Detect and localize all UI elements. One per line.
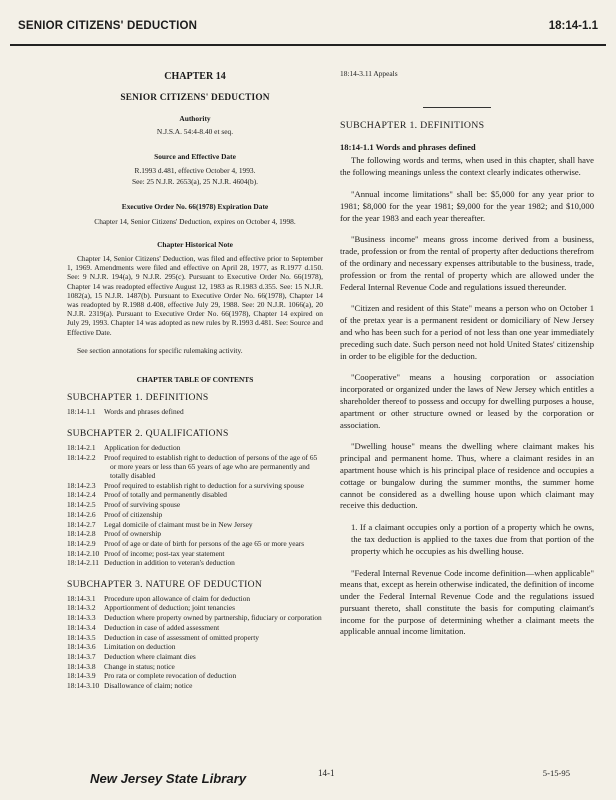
toc-entry-number: 18:14-3.7 <box>67 651 96 661</box>
source-line-1: R.1993 d.481, effective October 4, 1993. <box>134 166 256 176</box>
toc-entry-number: 18:14-2.3 <box>67 480 96 490</box>
toc-entry-number: 18:14-2.8 <box>67 529 96 539</box>
toc-list-subchapter-1 <box>67 407 323 416</box>
paragraph-dwelling-house: "Dwelling house" means the dwelling where claimant makes his principal and permanent home. Thus, where a claimant resides in an apartment house which is his principal place of residence and occupies a cottage or bungalow during the summer months, the summer home cannot be considered as a dwelling house upon which claimant may receive this deduction. <box>340 441 594 511</box>
toc-heading: CHAPTER TABLE OF CONTENTS <box>136 375 254 385</box>
toc-entry-title: Application for deduction <box>104 442 181 452</box>
toc-entry-number: 18:14-1.1 <box>67 407 96 417</box>
toc-entry-title: Proof of ownership <box>104 529 162 539</box>
toc-entry-title: Deduction in addition to veteran's deduction <box>104 558 235 568</box>
toc-entry-title: Proof required to establish right to deduction for a surviving spouse <box>104 480 304 490</box>
paragraph-dwelling-portion: 1. If a claimant occupies only a portion of a property which he owns, the tax deduction is applied to the taxes due from that portion of the property which he occupies as his dwelling house. <box>351 522 594 556</box>
toc-entry-title: Proof of income; post-tax year statement <box>104 548 225 558</box>
toc-entry-title: Pro rata or complete revocation of deduction <box>104 671 237 681</box>
toc-entry-number: 18:14-2.1 <box>67 442 96 452</box>
toc-appeals-entry: 18:14-3.11 Appeals <box>340 69 398 78</box>
toc-entry-number: 18:14-3.5 <box>67 632 96 642</box>
source-line-2: See: 25 N.J.R. 2653(a), 25 N.J.R. 4604(b). <box>131 177 259 187</box>
toc-entry-title: Proof of surviving spouse <box>104 500 181 510</box>
paragraph-citizen-resident: "Citizen and resident of this State" means a person who on October 1 of the pretax year is a permanent resident or domiciliary of New Jersey and who has been such for a period of not less than one year immediately preceding such date. Such person need not hold United States' citizenship in order to be eligible for the deduction. <box>340 303 594 361</box>
toc-entry-title: Change in status; notice <box>104 661 175 671</box>
divider <box>423 107 491 108</box>
toc-entry-number: 18:14-3.6 <box>67 642 96 652</box>
toc-entry-number: 18:14-3.8 <box>67 661 96 671</box>
right-column <box>340 68 594 638</box>
toc-entry-title: Deduction in case of assessment of omitted property <box>104 632 259 642</box>
executive-order-text: Chapter 14, Senior Citizens' Deduction, expires on October 4, 1998. <box>94 216 296 226</box>
toc-entry-title: Limitation on deduction <box>104 642 176 652</box>
paragraph-cooperative: "Cooperative" means a housing corporation or association incorporated or organized under the laws of New Jersey which entitles a shareholder thereof to possess and occupy for dwelling purposes a house, apartment or other structure owned or leased by the corporation or association. <box>340 372 594 430</box>
toc-list-subchapter-2 <box>67 443 323 568</box>
toc-entry-number: 18:14-2.11 <box>67 558 99 568</box>
toc-entry-number: 18:14-3.3 <box>67 613 96 623</box>
toc-entry-number: 18:14-3.2 <box>67 603 96 613</box>
source-heading: Source and Effective Date <box>154 151 236 161</box>
toc-entry-number: 18:14-3.9 <box>67 671 96 681</box>
toc-entry-title: Deduction where property owned by partnership, fiduciary or corporation <box>104 613 322 623</box>
toc-entry-title: Procedure upon allowance of claim for deduction <box>104 593 251 603</box>
authority-text: N.J.S.A. 54:4-8.40 et seq. <box>156 126 234 136</box>
toc-subchapter-2: SUBCHAPTER 2. QUALIFICATIONS <box>67 427 229 439</box>
toc-entry-number: 18:14-3.4 <box>67 622 96 632</box>
toc-entry-title: Apportionment of deduction; joint tenancies <box>104 603 235 613</box>
left-column <box>67 68 323 690</box>
toc-entry-title: Proof of citizenship <box>104 509 163 519</box>
toc-subchapter-3: SUBCHAPTER 3. NATURE OF DEDUCTION <box>67 578 263 590</box>
toc-entry-number: 18:14-2.4 <box>67 490 96 500</box>
toc-entry-title: Disallowance of claim; notice <box>104 681 193 691</box>
toc-entry-title: Proof of age or date of birth for persons of the age 65 or more years <box>104 538 305 548</box>
running-section-number: 18:14-1.1 <box>548 20 598 32</box>
executive-order-heading: Executive Order No. 66(1978) Expiration Date <box>121 202 269 212</box>
paragraph-intro: The following words and terms, when used in this chapter, shall have the following meanings unless the context clearly indicates otherwise. <box>340 155 594 178</box>
paragraph-business-income: "Business income" means gross income derived from a business, trade, profession or from the rental of property after deductions therefrom of the ordinary and necessary expenses attributable to the business, trade, profession or from the rental of property which are allowed under the Federal Internal Revenue Code and regulations issued thereunder. <box>340 234 594 292</box>
toc-entry-title: Proof of totally and permanently disabled <box>104 490 227 500</box>
toc-entry-title: Words and phrases defined <box>104 407 184 417</box>
section-heading: 18:14-1.1 Words and phrases defined <box>340 141 476 152</box>
chapter-number: CHAPTER 14 <box>164 71 226 82</box>
toc-entry-title: Proof required to establish right to deduction of persons of the age of 65 or more years or less than 65 years of age who are permanently and totally disabled <box>104 452 318 480</box>
authority-heading: Authority <box>179 114 211 124</box>
toc-entry-number: 18:14-3.10 <box>67 681 100 691</box>
toc-entry-number: 18:14-2.7 <box>67 519 96 529</box>
paragraph-annual-income: "Annual income limitations" shall be: $5,000 for any year prior to 1981; $8,000 for the year 1981; $9,000 for the year 1982; and $10,000 for the year 1983 and each year thereafter. <box>340 188 594 223</box>
toc-entry-number: 18:14-2.2 <box>67 452 96 462</box>
historical-note-heading: Chapter Historical Note <box>157 239 233 249</box>
toc-entry-number: 18:14-2.5 <box>67 500 96 510</box>
page-date: 5-15-95 <box>542 768 570 778</box>
toc-entry-number: 18:14-2.6 <box>67 509 96 519</box>
page-header <box>10 0 606 46</box>
page-number: 14-1 <box>318 768 335 778</box>
toc-entry-title: Deduction in case of added assessment <box>104 622 220 632</box>
library-stamp: New Jersey State Library <box>90 772 247 786</box>
chapter-title: SENIOR CITIZENS' DEDUCTION <box>120 93 270 104</box>
subchapter-heading: SUBCHAPTER 1. DEFINITIONS <box>340 119 485 131</box>
toc-entry-number: 18:14-3.1 <box>67 593 96 603</box>
toc-subchapter-1: SUBCHAPTER 1. DEFINITIONS <box>67 392 209 404</box>
toc-entry-title: Deduction where claimant dies <box>104 651 196 661</box>
paragraph-irc-definition: "Federal Internal Revenue Code income definition—when applicable" means that, except as herein otherwise indicated, the definition of income under the Federal Internal Revenue Code and the regulations issued pursuant thereto, shall constitute the basis for computing claimant's income for the purpose of determining whether a claimant meets the applicable annual income limitation. <box>340 567 594 637</box>
annotation-note: See section annotations for specific rulemaking activity. <box>77 345 243 355</box>
historical-note-text: Chapter 14, Senior Citizens' Deduction, was filed and effective prior to September 1, 1969. Amendments were filed and effective on April 28, 1977, as R.1977 d.150. See: 9 N.J.R. 194(a), 9 N.J.R. 295(c). Pursuant to Executive Order No. 66(1978), Chapter 14 was readopted effective August 12, 1983 as R.1983 d.355. See: 15 N.J.R. 1082(a), 15 N.J.R. 1487(b). Pursuant to Executive Order No. 66(1978), Chapter 14 was readopted by R.1988 d.408, effective July 29, 1988. See: 20 N.J.R. 1066(a), 20 N.J.R. 2319(a). Pursuant to Executive Order No. 66(1978), Chapter 14 expired on July 29, 1993. Chapter 14 was adopted as new rules by R.1993 d.481. See: Source and Effective Date. <box>67 254 323 337</box>
toc-list-subchapter-3 <box>67 594 323 691</box>
toc-entry-number: 18:14-2.10 <box>67 548 100 558</box>
running-title: SENIOR CITIZENS' DEDUCTION <box>18 20 198 32</box>
toc-entry-number: 18:14-2.9 <box>67 538 96 548</box>
toc-entry-title: Legal domicile of claimant must be in New Jersey <box>104 519 253 529</box>
